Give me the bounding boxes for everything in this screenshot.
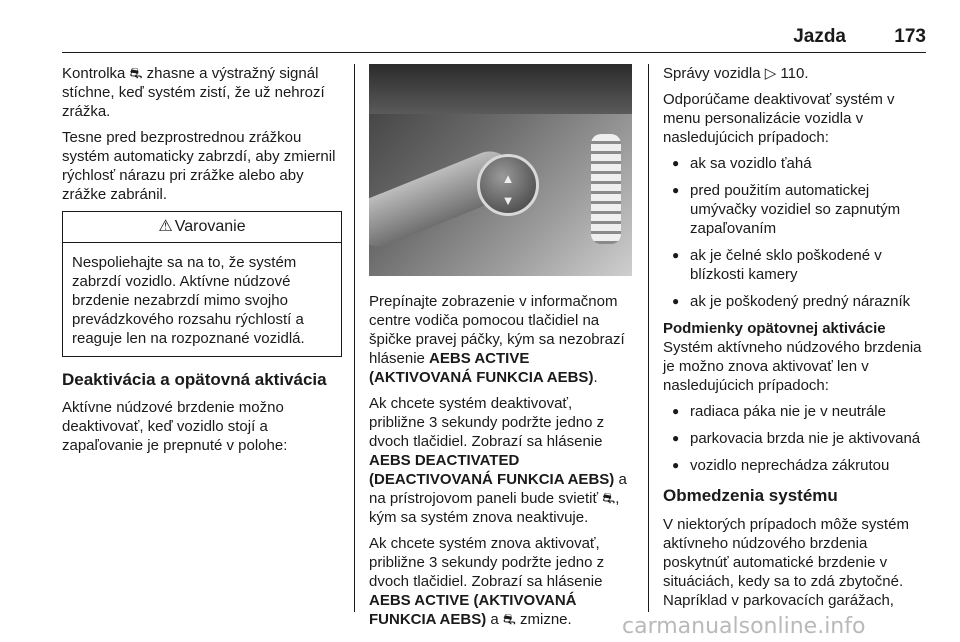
photo-lever-buttons [477, 154, 539, 216]
paragraph-auto-brake: Tesne pred bezprostrednou zrážkou systém automaticky zabrzdí, aby zmiernil rýchlosť nárazu pri zrážke alebo aby zrážke zabránil. [62, 129, 336, 203]
column-3 [663, 64, 928, 617]
paragraph-indicator-off: Kontrolka ⛐ zhasne a výstražný signál stíchne, keď systém zistí, že už nehrozí zrážka. [62, 65, 325, 120]
list-item: ● ak je poškodený predný nárazník [663, 292, 928, 311]
paragraph-recommend: Odporúčame deaktivovať systém v menu personalizácie vozidla v nasledujúcich prípadoch: [663, 91, 895, 146]
photo-dashboard-area [369, 64, 632, 114]
paragraph-limitations: V niektorých prípadoch môže systém aktívneho núdzového brzdenia poskytnúť automatické brzdenie v situáciách, kedy sa to zdá zbytočné. Napríklad v parkovacích garážach, [663, 516, 909, 609]
heading-deactivation: Deaktivácia a opätovná aktivácia [62, 370, 327, 389]
warning-title: Varovanie [174, 218, 246, 235]
watermark: carmanualsonline.info [622, 614, 866, 639]
subheading-reactivation: Podmienky opätovnej aktivácie [663, 320, 886, 337]
page-header [62, 26, 926, 52]
header-rule [62, 52, 926, 53]
list-reactivation-cases [663, 402, 928, 475]
column-2 [369, 64, 632, 636]
up-arrow-icon: ▲ [501, 171, 515, 186]
list-item: ● ak sa vozidlo ťahá [663, 154, 928, 173]
warning-triangle-icon: ⚠ [158, 218, 173, 235]
column-1 [62, 64, 342, 462]
paragraph-switch-display: Prepínajte zobrazenie v informačnom centre vodiča pomocou tlačidiel na špičke pravej páčky, kým sa nezobrazí hlásenie AEBS ACTIVE (AKTIVOVANÁ FUNKCIA AEBS). [369, 293, 625, 386]
list-item: ● radiaca páka nie je v neutrále [663, 402, 928, 421]
warning-box [62, 211, 342, 357]
list-item: ● ak je čelné sklo poškodené v blízkosti kamery [663, 246, 928, 284]
heading-limitations: Obmedzenia systému [663, 486, 838, 505]
section-title: Jazda [793, 26, 846, 47]
steering-column-lever-photo [369, 64, 632, 276]
column-divider-1 [354, 64, 355, 612]
paragraph-reactivate: Ak chcete systém znova aktivovať, približne 3 sekundy podržte jedno z dvoch tlačidiel. Zobrazí sa hlásenie AEBS ACTIVE (AKTIVOVANÁ FUNKCIA AEBS) a ⛐ zmizne. [369, 535, 605, 628]
list-item: ● parkovacia brzda nie je aktivovaná [663, 429, 928, 448]
column-divider-2 [648, 64, 649, 612]
page-number: 173 [894, 26, 926, 47]
down-arrow-icon: ▼ [501, 193, 515, 208]
list-deactivate-cases [663, 154, 928, 311]
paragraph-reactivation-conditions: Systém aktívneho núdzového brzdenia je možno znova aktivovať len v nasledujúcich prípadoch: [663, 339, 922, 394]
list-item: ● vozidlo neprechádza zákrutou [663, 456, 928, 475]
paragraph-deactivation: Aktívne núdzové brzdenie možno deaktivovať, keď vozidlo stojí a zapaľovanie je prepnuté v polohe: [62, 399, 288, 454]
paragraph-vehicle-messages: Správy vozidla ▷ 110. [663, 65, 809, 82]
paragraph-deactivate: Ak chcete systém deaktivovať, približne 3 sekundy podržte jedno z dvoch tlačidiel. Zobrazí sa hlásenie AEBS DEACTIVATED (DEACTIVOVANÁ FUNKCIA AEBS) a na prístrojovom paneli bude svietiť ⛐, kým sa systém znova neaktivuje. [369, 395, 627, 526]
photo-air-vent [591, 134, 621, 244]
warning-header [63, 212, 341, 243]
warning-text: Nespoliehajte sa na to, že systém zabrzdí vozidlo. Aktívne núdzové brzdenie nezabrzdí mimo svojho prevádzkového rozsahu rýchlostí a reaguje len na rozpoznané vozidlá. [72, 254, 305, 347]
list-item: ● pred použitím automatickej umývačky vozidiel so zapnutým zapaľovaním [663, 181, 928, 238]
